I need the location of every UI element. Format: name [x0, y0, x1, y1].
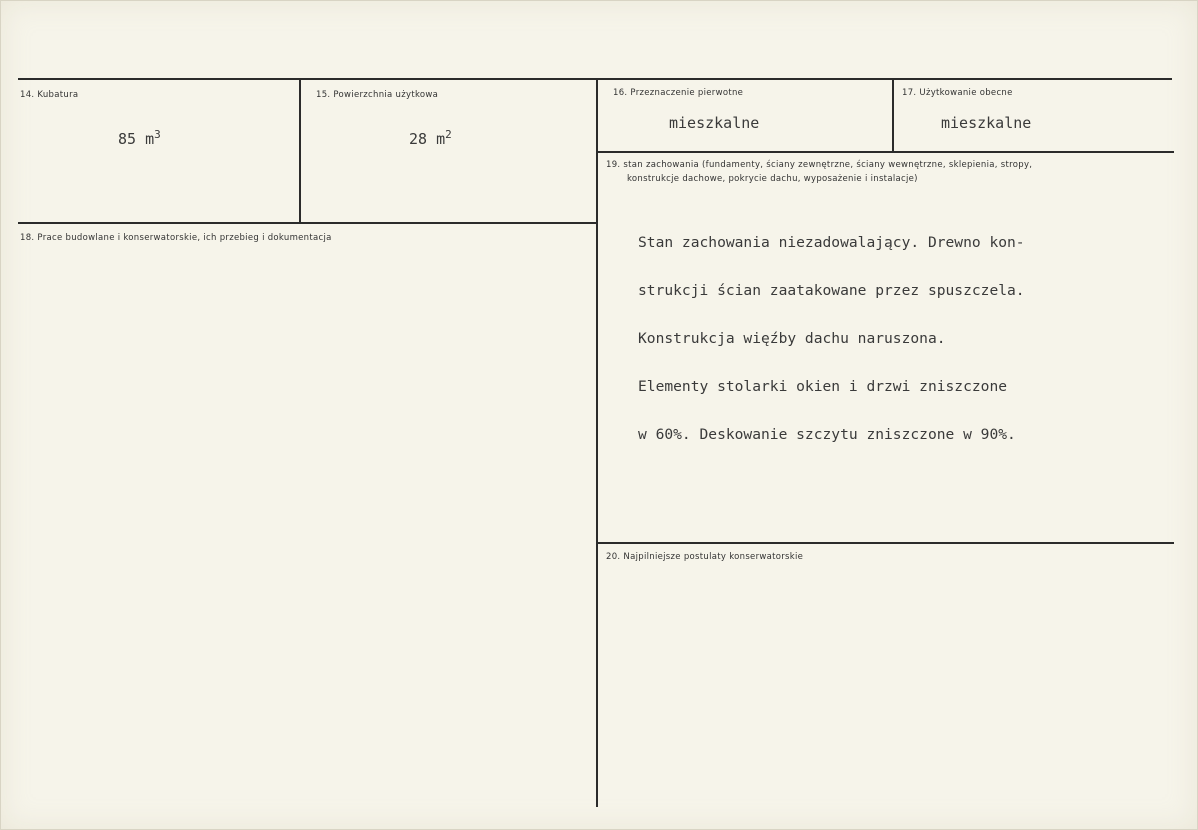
top-rule [18, 78, 1172, 80]
rule-under-14-15 [18, 222, 596, 224]
divider-vertical-right [892, 80, 894, 152]
field-14-value-exponent: 3 [154, 128, 161, 141]
field-18-label: 18. Prace budowlane i konserwatorskie, ich przebieg i dokumentacja [20, 233, 332, 243]
field-15-value-text: 28 m [409, 130, 446, 148]
field-19-label-line-1: 19. stan zachowania (fundamenty, ściany zewnętrzne, ściany wewnętrzne, sklepienia, stropy, [606, 160, 1033, 170]
field-16-value: mieszkalne [669, 114, 760, 132]
field-17-label: 17. Użytkowanie obecne [902, 88, 1013, 98]
field-15-value-exponent: 2 [445, 128, 452, 141]
condition-text-line: w 60%. Deskowanie szczytu zniszczone w 90%. [638, 426, 1016, 443]
field-14-value [118, 128, 161, 148]
rule-under-16-17 [598, 151, 1174, 153]
field-15-value [409, 128, 452, 148]
condition-text-line: Elementy stolarki okien i drzwi zniszczone [638, 378, 1008, 395]
rule-above-20 [598, 542, 1174, 544]
field-19-condition-text [638, 203, 1025, 475]
condition-text-line: Konstrukcja więźby dachu naruszona. [638, 330, 946, 347]
field-14-value-text: 85 m [118, 130, 155, 148]
condition-text-line: Stan zachowania niezadowalający. Drewno kon- [638, 234, 1025, 251]
field-17-value: mieszkalne [941, 114, 1032, 132]
field-19-label-line-2: konstrukcje dachowe, pokrycie dachu, wyposażenie i instalacje) [627, 174, 918, 184]
field-16-label: 16. Przeznaczenie pierwotne [613, 88, 744, 98]
field-20-label: 20. Najpilniejsze postulaty konserwatorskie [606, 552, 804, 562]
divider-vertical-center [596, 80, 598, 807]
field-15-label: 15. Powierzchnia użytkowa [316, 90, 439, 100]
field-14-label: 14. Kubatura [20, 90, 79, 100]
divider-vertical-left [299, 80, 301, 223]
condition-text-line: strukcji ścian zaatakowane przez spuszczela. [638, 282, 1025, 299]
